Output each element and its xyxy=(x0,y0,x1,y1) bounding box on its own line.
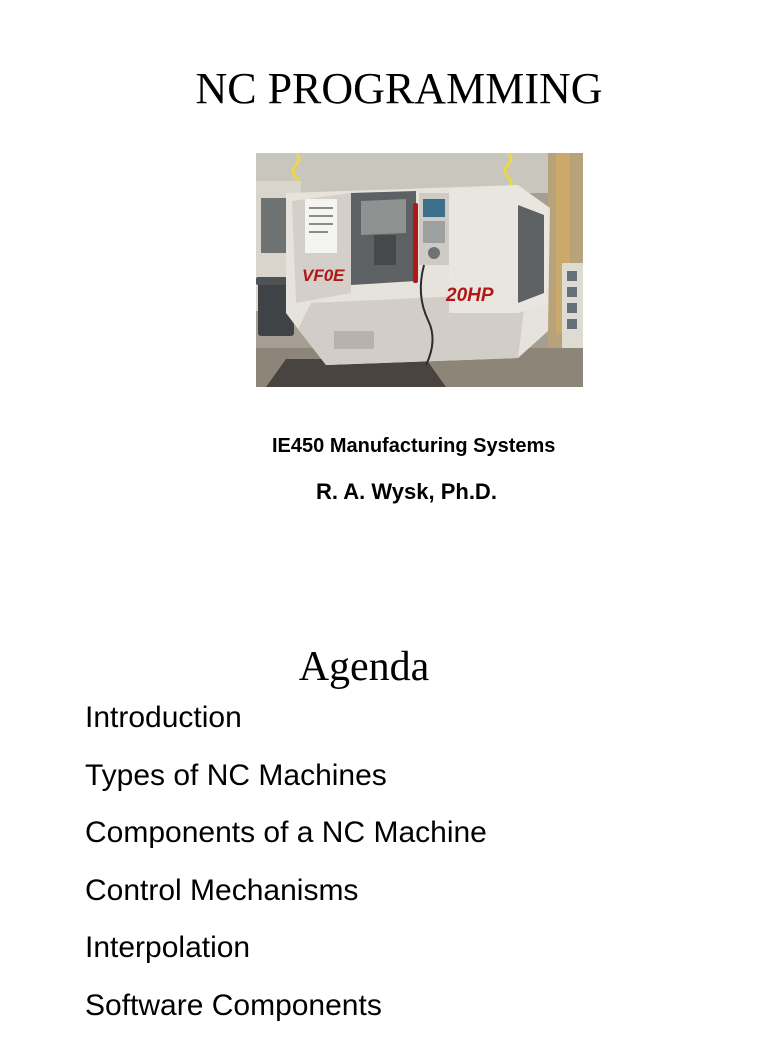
agenda-list xyxy=(85,699,487,1044)
agenda-item: Software Components xyxy=(85,987,487,1044)
agenda-item: Introduction xyxy=(85,699,487,757)
author-name: R. A. Wysk, Ph.D. xyxy=(316,478,497,506)
agenda-item: Control Mechanisms xyxy=(85,872,487,930)
slide-title: NC PROGRAMMING xyxy=(0,60,768,118)
cnc-machine-photo xyxy=(256,153,583,387)
course-name: IE450 Manufacturing Systems xyxy=(272,433,555,459)
agenda-item: Components of a NC Machine xyxy=(85,814,487,872)
agenda-item: Types of NC Machines xyxy=(85,757,487,815)
agenda-heading: Agenda xyxy=(0,641,728,693)
machine-badge-label: 20HP xyxy=(445,285,494,306)
machine-model-label: VF0E xyxy=(302,266,345,285)
agenda-item: Interpolation xyxy=(85,929,487,987)
